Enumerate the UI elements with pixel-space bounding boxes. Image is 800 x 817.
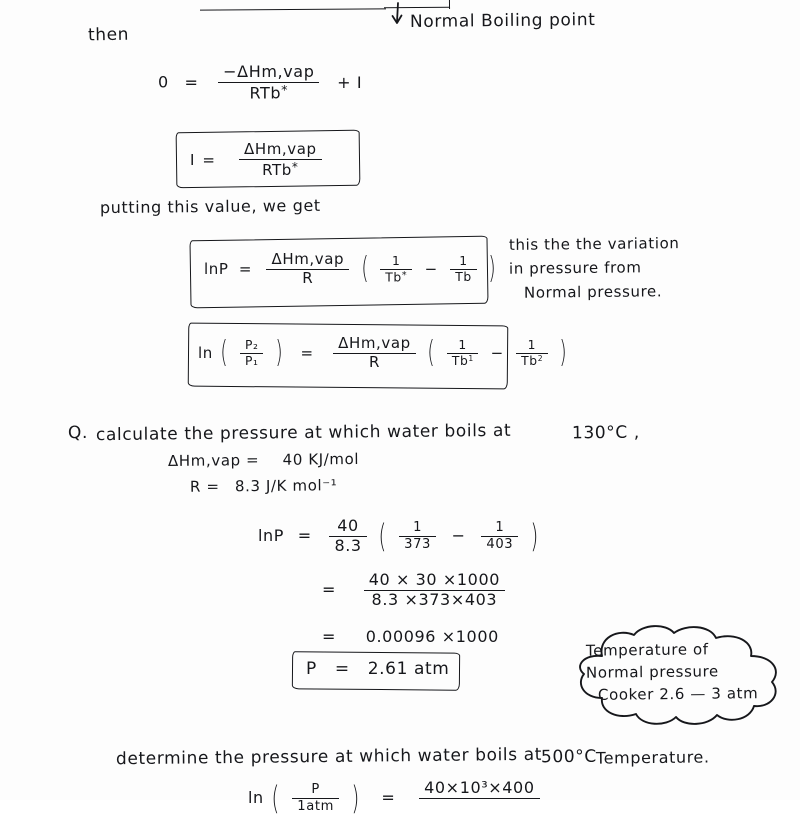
equation-lnp	[204, 252, 498, 287]
given-value-0: 40 KJ/mol	[282, 449, 360, 469]
answer-lhs: P	[306, 659, 317, 679]
superscript-1: 1	[468, 353, 474, 363]
given-symbol-0: ΔHm,vap =	[167, 451, 260, 471]
final-fraction	[419, 780, 539, 817]
given-value-1: 8.3 J/K mol⁻¹	[234, 476, 338, 496]
working2-num: 40 × 30 ×1000	[368, 570, 501, 589]
working1-t2-den: 403	[481, 536, 518, 552]
variation-annotation-line2: in pressure from	[508, 258, 642, 278]
lnp-minus: −	[424, 259, 438, 278]
working2-den: 8.3 ×373×403	[364, 590, 505, 609]
working3-value: 0.00096 ×1000	[365, 627, 499, 646]
working1-minus: −	[451, 525, 466, 545]
working-line-3	[322, 628, 499, 646]
lnp2p1-numerator: ΔHm,vap	[338, 334, 411, 352]
eq-zero-denominator-text: RTb	[249, 83, 282, 103]
lnp2p1-term1-den-text: Tb	[451, 353, 469, 368]
lnp-denominator: R	[266, 269, 349, 287]
lnp2p1-term1-num: 1	[458, 337, 467, 352]
left-paren-1: (	[360, 251, 369, 287]
working2-equals: =	[322, 579, 337, 599]
question-marker: Q.	[67, 422, 89, 444]
star-glyph-2: *	[291, 159, 299, 174]
eq-zero-plus-i: + I	[337, 72, 363, 92]
lnp2p1-equals: =	[300, 343, 314, 362]
eq-i-lhs: I	[190, 150, 196, 169]
normal-boiling-point-label: Normal Boiling point	[409, 10, 596, 32]
eq-zero-equals: =	[184, 72, 199, 92]
equation-I	[190, 142, 326, 179]
lnp2p1-p2: P₂	[244, 337, 259, 352]
working1-lhs: lnP	[258, 525, 285, 545]
final-ratio	[292, 783, 339, 814]
working-line-2	[322, 572, 509, 609]
eq-zero-numerator	[218, 64, 319, 82]
putting-value-label: putting this value, we get	[99, 195, 321, 218]
star-glyph: *	[281, 82, 289, 98]
bottom-question-text: determine the pressure at which water boils at	[115, 744, 543, 770]
lnp-equals: =	[238, 259, 253, 278]
eq-zero-numerator-text: −ΔHm,vap	[223, 62, 315, 81]
cloud-note-line1: Temperature of	[585, 640, 709, 660]
cloud-note-line2: Normal pressure	[585, 662, 719, 682]
lnp-term2-den: Tb	[450, 269, 477, 284]
lnp2p1-term1	[447, 339, 478, 368]
working2-fraction	[364, 572, 505, 609]
final-atm: 1atm	[292, 798, 339, 814]
left-paren-5: (	[271, 778, 281, 817]
lnp2p1-minus: −	[490, 343, 504, 362]
lnp-term1-num: 1	[392, 253, 401, 268]
lnp-term1	[380, 255, 412, 284]
eq-zero-fraction	[218, 64, 319, 102]
working1-t2-num: 1	[495, 520, 505, 536]
lnp2p1-denominator: R	[333, 353, 416, 371]
variation-annotation-line3: Normal pressure.	[523, 282, 663, 302]
question-text: calculate the pressure at which water boils at	[95, 420, 512, 446]
eq-i-numerator: ΔHm,vap	[243, 140, 317, 158]
lnp2p1-term1-den	[447, 353, 478, 368]
final-equals: =	[381, 787, 396, 807]
bottom-question-temperature: 500°C	[540, 746, 597, 768]
lnp-term2	[450, 255, 477, 284]
given-symbol-1: R =	[189, 477, 220, 496]
working3-equals: =	[322, 627, 337, 646]
lnp2p1-fraction	[333, 336, 416, 371]
right-paren-3: )	[559, 335, 567, 371]
lnp-lhs: lnP	[204, 259, 229, 278]
lnp2p1-p1: P₁	[240, 353, 264, 368]
lnp2p1-term2-den	[516, 353, 547, 368]
given-row-1	[190, 477, 338, 496]
eq-i-denominator-text: RTb	[262, 160, 292, 179]
bottom-question-suffix: Temperature.	[595, 747, 710, 768]
working1-term1	[399, 521, 436, 552]
previous-box-bottom-edge	[200, 8, 386, 10]
final-ln: ln	[248, 787, 264, 807]
answer-equation	[306, 660, 449, 680]
left-paren-3: (	[427, 335, 436, 371]
working1-term2	[481, 521, 518, 552]
eq-i-fraction	[239, 142, 322, 179]
lnp2p1-term2	[516, 339, 547, 368]
working1-num: 40	[337, 516, 359, 535]
given-row-0	[168, 451, 359, 470]
final-num: 40×10³×400	[424, 778, 535, 797]
right-paren-4: )	[530, 516, 539, 555]
answer-equals: =	[334, 659, 350, 679]
final-den	[419, 798, 539, 817]
lnp-fraction	[266, 252, 349, 287]
lnp2p1-term2-num: 1	[527, 337, 537, 352]
working1-den: 8.3	[329, 536, 366, 555]
previous-box-right-edge	[449, 0, 450, 9]
working1-fraction	[329, 518, 366, 555]
lnp2p1-ratio	[240, 339, 264, 368]
working1-t1-num: 1	[413, 520, 423, 536]
answer-value: 2.61 atm	[367, 659, 450, 679]
equation-zero	[158, 64, 362, 102]
working-line-1	[258, 518, 541, 555]
question-temperature: 130°C ,	[571, 422, 640, 444]
variation-annotation-line1: this the the variation	[508, 234, 680, 254]
eq-zero-denominator	[218, 82, 319, 102]
then-label: then	[87, 24, 130, 46]
star-glyph-3: *	[401, 269, 408, 281]
working1-equals: =	[297, 525, 312, 545]
lnp-numerator: ΔHm,vap	[271, 250, 345, 268]
right-paren-1: )	[488, 251, 497, 287]
lnp2p1-ln: ln	[198, 343, 213, 362]
right-paren-5: )	[351, 778, 360, 817]
boiling-point-arrow	[386, 2, 412, 30]
lnp-term2-num: 1	[459, 253, 468, 268]
lnp-term1-den	[380, 269, 412, 284]
superscript-2: 2	[537, 353, 543, 363]
final-equation	[248, 780, 544, 817]
lnp-term1-den-text: Tb	[385, 269, 402, 284]
left-paren-2: (	[220, 335, 229, 371]
eq-zero-lhs: 0	[158, 72, 169, 92]
working1-t1-den: 373	[399, 536, 436, 552]
final-p: P	[311, 782, 320, 798]
equation-lnp2p1	[198, 336, 569, 371]
eq-i-equals: =	[202, 150, 216, 169]
eq-i-denominator	[239, 159, 322, 179]
cloud-note-line3: Cooker 2.6 — 3 atm	[597, 684, 759, 704]
right-paren-2: )	[275, 335, 283, 371]
lnp2p1-term2-den-text: Tb	[521, 353, 538, 368]
left-paren-4: (	[378, 516, 387, 555]
